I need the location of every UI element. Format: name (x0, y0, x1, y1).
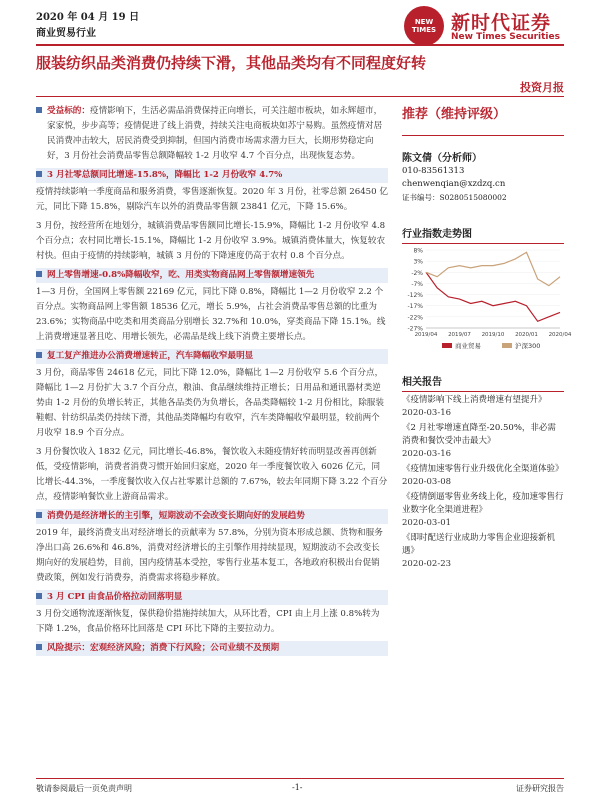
section-heading (36, 268, 388, 283)
heading-text: 3 月 CPI 由食品价格拉动回落明显 (47, 592, 183, 602)
bullet-square-icon (36, 352, 42, 358)
related-report-title: 《疫情加速零售行业升级优化全渠道体验》 (402, 464, 564, 474)
section-paragraph: 2019 年，最终消费支出对经济增长的贡献率为 57.8%，分别为资本形成总额、货物和服务净出口高 26.6%和 46.8%，消费对经济增长的主引擎作用持续显现，短期波动不会改变长期向好的发展趋势，目前，国内疫情基本受控，零售行业基本复工，各地政府积极出台促销费政策，例如发行消费券，消费需求将稳步释放。 (36, 528, 383, 583)
section-heading (36, 641, 388, 656)
y-tick-label: -12% (407, 292, 423, 300)
heading-text: 3 月社零总额同比增速-15.8%，降幅比 1-2 月份收窄 4.7% (47, 170, 283, 180)
related-report-item[interactable] (402, 394, 564, 420)
x-tick-label: 2019/10 (481, 332, 505, 338)
chart-title: 行业指数走势图 (402, 228, 564, 244)
y-tick-label: 3% (413, 258, 423, 266)
related-report-date: 2020-03-16 (402, 408, 452, 418)
section-paragraph: 3 月份，商品零售 24618 亿元，同比下降 12.0%，降幅比 1—2 月份收窄 5.6 个百分点，降幅比 1—2 月份扩大 3.7 个百分点，粮油、食品继续维持正增长；日用品和通讯器材类逆势由 1-2 月份的负增长转正，其他各品类仍为负增长，各品类降幅较 1-2 月份相比，除服装鞋帽、针纺织品类仍持续下滑，其他品类降幅均有收窄，汽车类降幅收窄最明显，较前两个月收窄 18.9 个百分点。 (36, 368, 384, 438)
industry-label: 商业贸易行业 (36, 28, 96, 39)
x-tick-label: 2020/01 (515, 332, 538, 338)
heading-text: 复工复产推进办公消费增速转正，汽车降幅收窄最明显 (47, 351, 254, 361)
bullet-square-icon (36, 171, 42, 177)
section-heading (36, 509, 388, 524)
section-heading (36, 168, 388, 183)
bullet-square-icon (36, 512, 42, 518)
footer-disclaimer: 敬请参阅最后一页免责声明 (36, 784, 132, 793)
section-paragraph: 疫情影响下，生活必需品消费保持正向增长，可关注超市板块，如永辉超市，家家悦，步步高等；疫情促进了线上消费，持续关注电商板块如苏宁易购。虽然疫情对居民消费冲击较大，居民消费受到抑制，但国内消费市场需求潜力巨大，长期形势稳定向好，3 月份社会消费品零售总额降幅较 1-2 月收窄 4.7 个百分点，出现恢复态势。 (47, 106, 383, 161)
y-tick-label: 8% (413, 247, 423, 255)
heading-text: 消费仍是经济增长的主引擎，短期波动不会改变长期向好的发展趋势 (47, 511, 305, 521)
series-line-1 (426, 252, 560, 285)
related-report-title: 《疫情影响下线上消费增速有望提升》 (402, 395, 547, 405)
related-report-date: 2020-03-01 (402, 518, 452, 528)
related-report-item[interactable] (402, 532, 564, 571)
section-cpi (36, 590, 388, 637)
analyst-phone: 010-83561313 (402, 166, 465, 176)
report-type: 投资月报 (520, 81, 564, 94)
title-rule (36, 96, 564, 97)
section-heading (36, 590, 388, 605)
legend-swatch (502, 343, 512, 348)
x-tick-label: 2019/07 (448, 332, 471, 338)
bullet-square-icon (36, 271, 42, 277)
section-paragraph: 疫情持续影响一季度商品和服务消费，零售逐渐恢复。2020 年 3 月份，社零总额 26450 亿元，同比下降 15.8%，剔除汽车以外的消费品零售额 23841 亿元，下降 15.6%。 (36, 187, 388, 212)
section-heading (36, 349, 388, 364)
related-report-date: 2020-03-16 (402, 449, 452, 459)
heading-text: 风险提示：宏观经济风险；消费下行风险；公司业绩不及预期 (47, 643, 280, 653)
related-report-date: 2020-03-08 (402, 477, 452, 487)
x-tick-label: 2020/04 (548, 332, 572, 338)
related-report-title: 《2 月社零增速直降至-20.50%，非必需消费和餐饮受冲击最大》 (402, 423, 556, 446)
header-rule (36, 44, 564, 46)
footer-report-label: 证券研究报告 (516, 784, 564, 793)
y-tick-label: -2% (411, 269, 423, 277)
y-tick-label: -27% (407, 325, 423, 333)
section-consumption-engine (36, 509, 388, 586)
analyst-license: 证书编号：S0280515080002 (402, 193, 507, 202)
section-heading (36, 104, 388, 164)
y-tick-label: -17% (407, 303, 423, 311)
bullet-square-icon (36, 593, 42, 599)
y-tick-label: -22% (407, 314, 423, 322)
related-reports-title: 相关报告 (402, 376, 564, 392)
bullet-square-icon (36, 107, 42, 113)
brand-name-cn: 新时代证券 (451, 12, 552, 34)
legend-label: 沪深300 (515, 342, 541, 350)
company-logo: NEW TIMES (404, 6, 444, 46)
report-title: 服装纺织品类消费仍持续下滑，其他品类均有不同程度好转 (36, 54, 427, 72)
related-report-item[interactable] (402, 463, 564, 489)
related-report-date: 2020-02-23 (402, 559, 452, 569)
related-report-title: 《疫情倒逼零售业务线上化，疫加速零售行业数字化全渠道进程》 (402, 492, 564, 515)
section-online-retail (36, 268, 388, 345)
x-tick-label: 2019/04 (414, 332, 438, 338)
legend-label: 商业贸易 (455, 342, 481, 350)
related-report-item[interactable] (402, 422, 564, 461)
y-tick-label: -7% (411, 280, 423, 288)
analyst-name: 陈文倩（分析师） (402, 153, 482, 164)
bullet-square-icon (36, 644, 42, 650)
related-report-title: 《即时配送行业成助力零售企业迎接新机遇》 (402, 533, 556, 556)
section-paragraph: 3 月份餐饮收入 1832 亿元，同比增长-46.8%，餐饮收入未随疫情好转而明显改善再创新低，受疫情影响，消费者消费习惯开始回归家庭，2020 年一季度餐饮收入 6026 亿元，同比增长-44.3%，一季度餐饮收入仅占社零累计总额的 7.67%，较去年同期下降 3.22 个百分点，疫情影响餐饮业上游商品需求。 (36, 447, 388, 502)
heading-text: 网上零售增速-0.8%降幅收窄，吃、用类实物商品网上零售额增速领先 (47, 270, 315, 280)
analyst-email[interactable]: chenwenqian@xzdzq.cn (402, 179, 506, 189)
legend-swatch (442, 343, 452, 348)
heading-text: 受益标的： (47, 106, 90, 116)
index-trend-chart (402, 246, 572, 356)
section-risk (36, 641, 388, 656)
footer-rule (36, 778, 564, 779)
brand-name-en: New Times Securities (451, 32, 560, 42)
sidebar (402, 104, 572, 571)
rating-label: 推荐（维持评级） (402, 108, 564, 136)
section-paragraph: 3 月份交通物流逐渐恢复，保供稳价措施持续加大，从环比看，CPI 由上月上涨 0.8%转为下降 1.2%，食品价格环比回落是 CPI 环比下降的主要拉动力。 (36, 609, 380, 634)
section-retail-sales (36, 168, 388, 264)
section-paragraph: 1—3 月份，全国网上零售额 22169 亿元，同比下降 0.8%，降幅比 1—2 月份收窄 2.2 个百分点。实物商品网上零售额 18536 亿元，增长 5.9%，占社会消费品零售总额的比重为 23.6%；实物商品中吃类和用类商品分别增长 32.7%和 10.0%，穿类商品下降 15.1%。线上消费增速显著且吃、用增长领先，必需品是线上线下消费主要增长点。 (36, 287, 386, 342)
section-beneficiaries (36, 104, 388, 164)
section-office-consumption (36, 349, 388, 505)
page-number: -1- (292, 783, 303, 792)
main-body (36, 104, 388, 660)
report-date: 2020 年 04 月 19 日 (36, 12, 140, 23)
related-report-item[interactable] (402, 491, 564, 530)
section-paragraph: 3 月份，按经营所在地划分，城镇消费品零售额同比增长-15.9%，降幅比 1-2 月份收窄 4.8 个百分点；农村同比增长-15.1%，降幅比 1-2 月份收窄 3.9%。城镇消费体量大，恢复较农村快。但由于疫情的持续影响，城镇 3 月份的下降速度仍高于农村 0.8 个百分点。 (36, 221, 386, 261)
